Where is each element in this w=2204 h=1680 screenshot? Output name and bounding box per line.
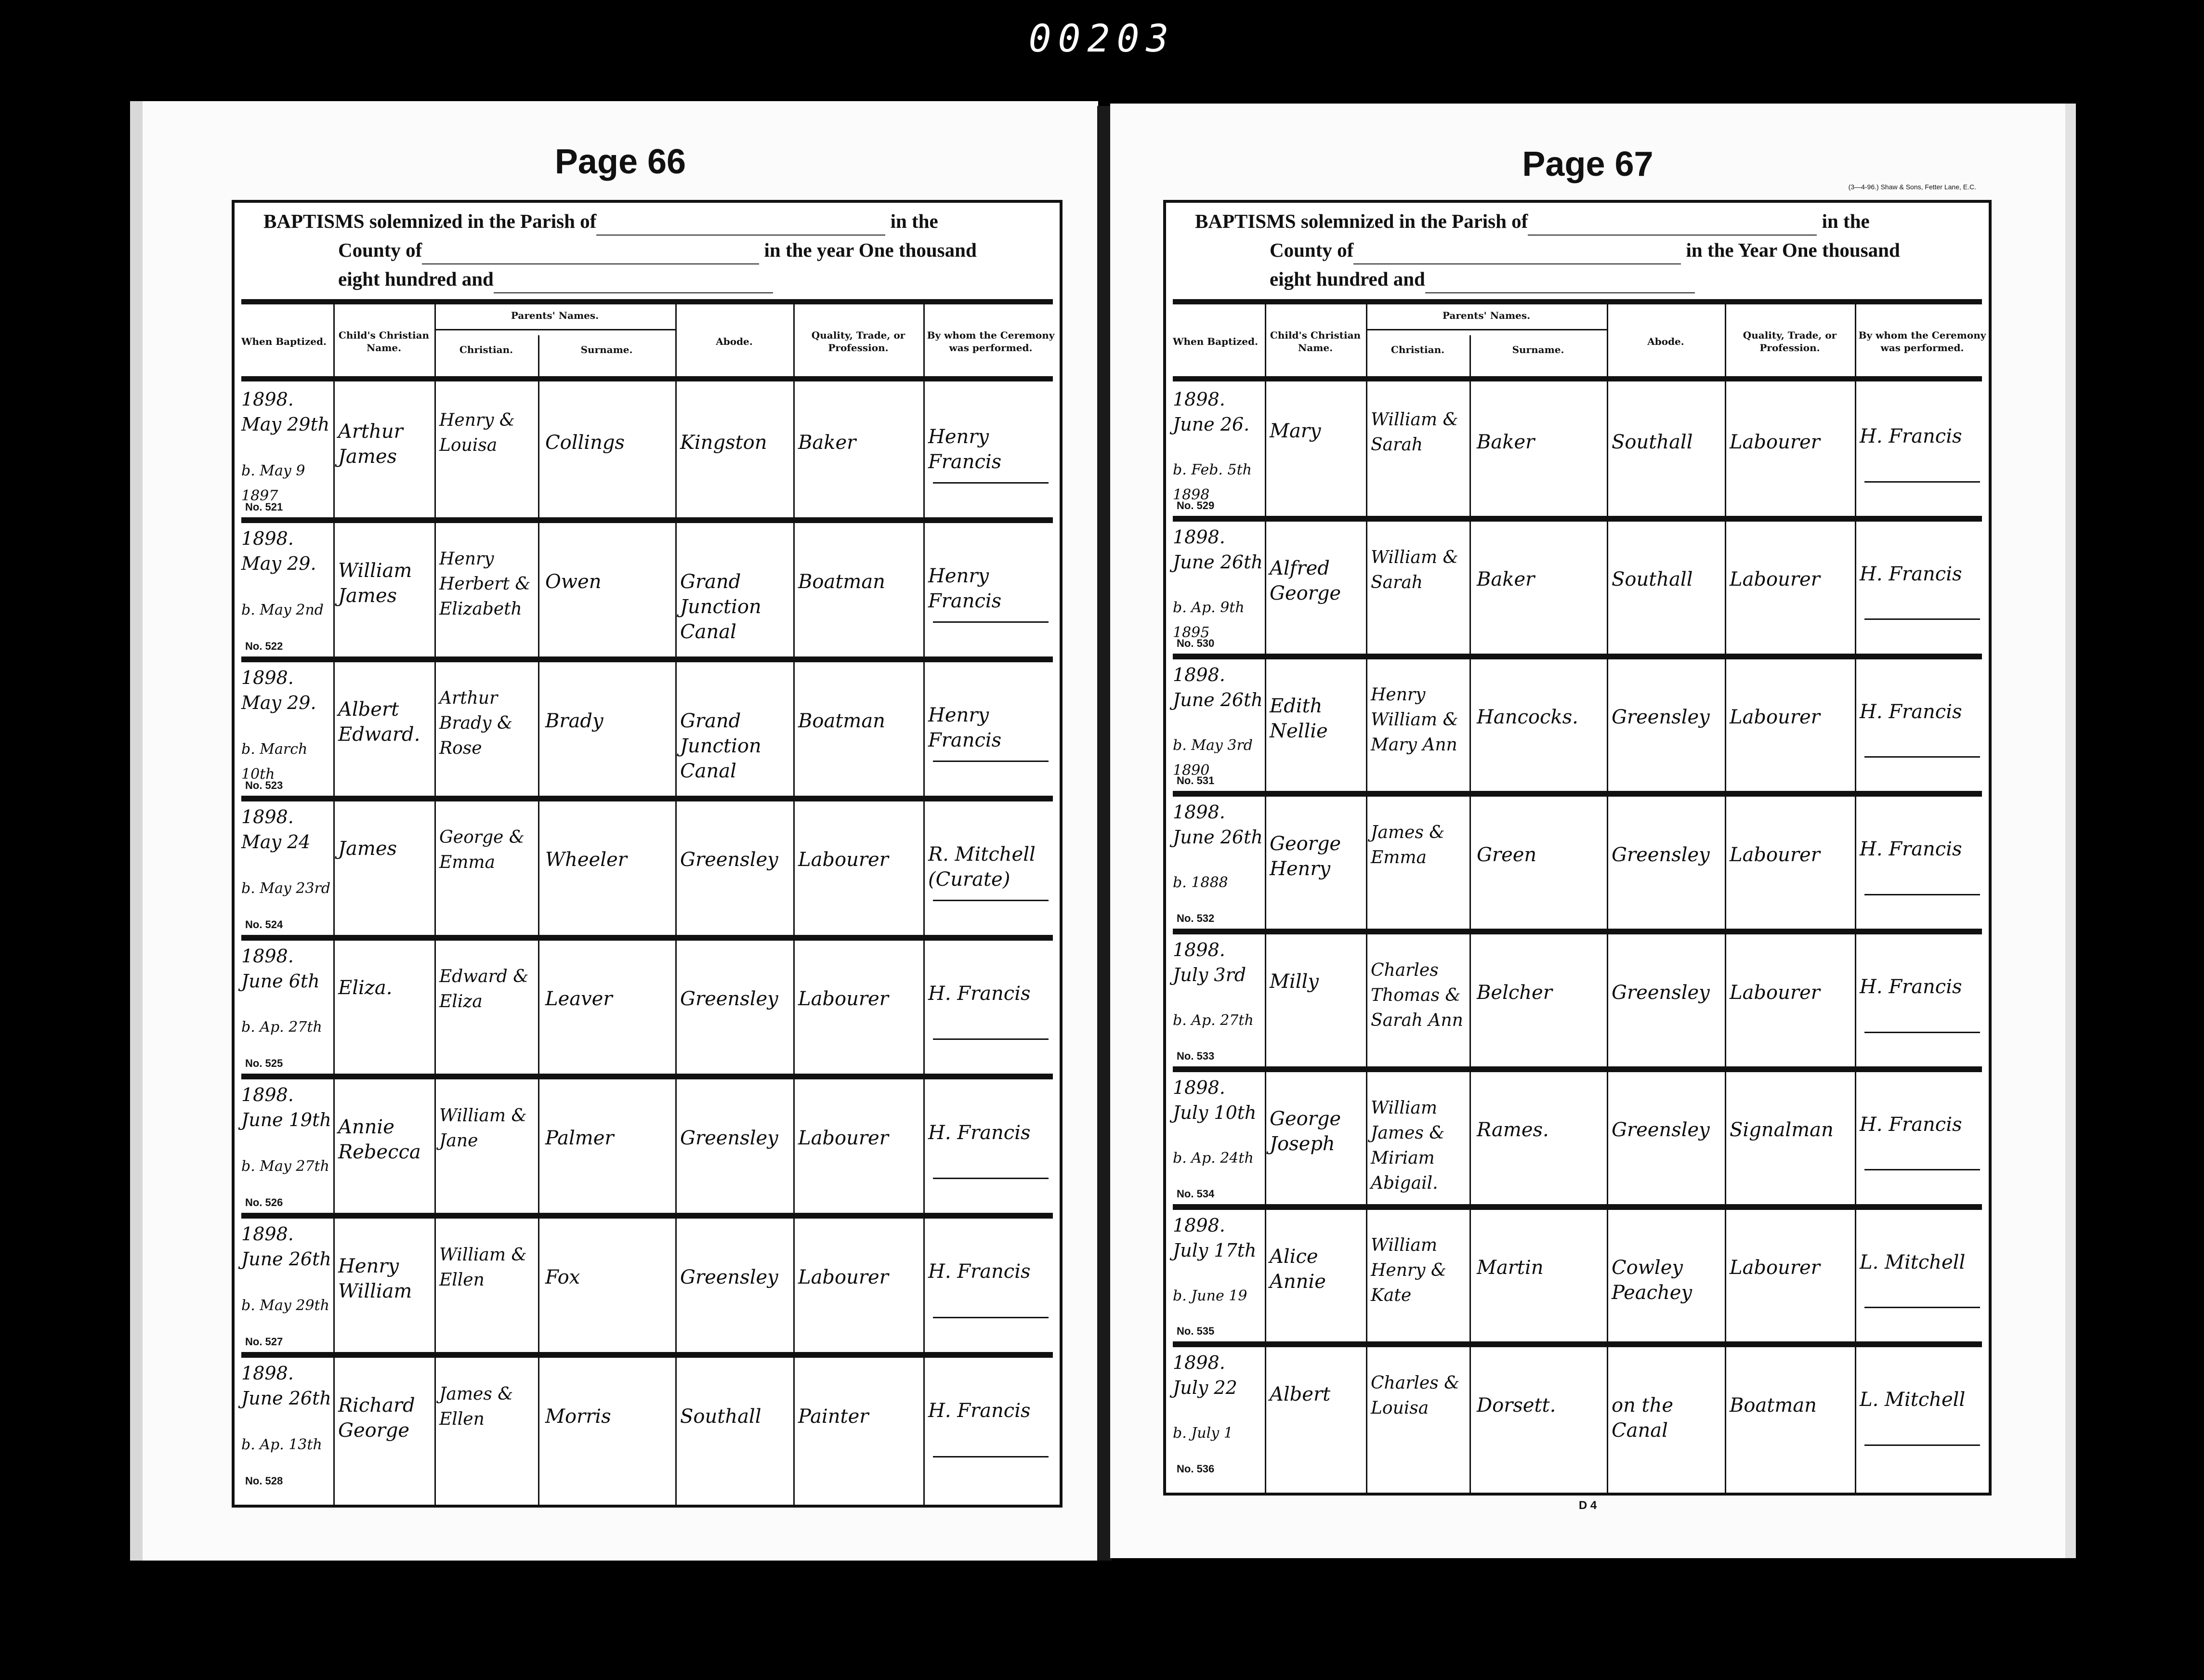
cell-minister: H. Francis xyxy=(1860,563,1962,585)
birth-date: b. 1888 xyxy=(1173,874,1228,892)
cell-child: James xyxy=(338,838,397,860)
cell-parents-christian: Charles Thomas & Sarah Ann xyxy=(1371,960,1463,1030)
column-header-quality: Quality, Trade, or Profession. xyxy=(1743,329,1837,354)
cell-abode: Greensley xyxy=(1612,843,1710,866)
county-label: County of xyxy=(338,239,422,261)
cell-quality: Signalman xyxy=(1730,1119,1834,1142)
column-header-abode: Abode. xyxy=(716,336,753,347)
cell-abode: Greensley xyxy=(1612,1119,1710,1142)
cell-minister: H. Francis xyxy=(928,1260,1031,1283)
birth-date: b. May 23rd xyxy=(241,879,331,897)
form-heading-right xyxy=(1166,203,1989,297)
cell-parents-christian: Charles & Louisa xyxy=(1371,1373,1460,1418)
cell-parents-christian: William & Sarah xyxy=(1371,547,1458,592)
cell-quality: Labourer xyxy=(1730,431,1820,453)
cell-parents-christian: Henry Herbert & Elizabeth xyxy=(439,549,531,619)
row-rule xyxy=(241,1352,1053,1358)
baptism-date: 1898. July 3rd xyxy=(1173,939,1246,985)
entry-number: No. 536 xyxy=(1177,1463,1215,1475)
row-rule xyxy=(241,656,1053,662)
cell-parents-christian: William & Ellen xyxy=(439,1245,527,1290)
cell-surname: Rames. xyxy=(1477,1119,1549,1142)
baptism-date: 1898. June 26th xyxy=(1173,664,1263,710)
century-label: eight hundred and xyxy=(338,268,494,290)
row-rule xyxy=(241,1074,1053,1079)
cell-surname: Palmer xyxy=(545,1127,614,1150)
entry-number: No. 522 xyxy=(245,640,283,652)
row-rule xyxy=(1173,1066,1982,1072)
column-rule xyxy=(434,304,436,1505)
cell-surname: Owen xyxy=(545,570,602,593)
cell-child: George Joseph xyxy=(1270,1108,1341,1155)
row-rule xyxy=(1173,654,1982,659)
birth-date: b. Ap. 24th xyxy=(1173,1149,1254,1167)
register-page-right xyxy=(1110,104,2076,1558)
cell-abode: Grand Junction Canal xyxy=(680,709,761,782)
entry-number: No. 531 xyxy=(1177,774,1215,787)
baptism-register-table-right xyxy=(1163,200,1992,1496)
column-rule xyxy=(675,304,677,1505)
minister-underline xyxy=(933,900,1049,901)
row-rule xyxy=(1173,1341,1982,1347)
baptism-date: 1898. June 26. xyxy=(1173,389,1250,435)
cell-child: Edith Nellie xyxy=(1270,695,1328,743)
column-header-when: When Baptized. xyxy=(1173,336,1258,347)
column-rule xyxy=(538,335,539,1505)
column-rule xyxy=(793,304,795,1505)
birth-date: b. May 27th xyxy=(241,1158,329,1175)
cell-parents-christian: William Henry & Kate xyxy=(1371,1235,1446,1306)
cell-child: Arthur James xyxy=(338,420,403,468)
minister-underline xyxy=(933,621,1049,623)
year-field xyxy=(1425,275,1695,293)
cell-abode: Greensley xyxy=(1612,981,1710,1004)
birth-date: b. Ap. 13th xyxy=(241,1436,322,1453)
cell-minister: H. Francis xyxy=(1860,976,1962,998)
entry-number: No. 521 xyxy=(245,500,283,513)
cell-parents-christian: William & Sarah xyxy=(1371,409,1458,455)
birth-date: b. March 10th xyxy=(241,740,308,783)
cell-parents-christian: Henry & Louisa xyxy=(439,410,515,455)
cell-quality: Boatman xyxy=(798,709,885,732)
cell-abode: Southall xyxy=(1612,431,1693,453)
baptism-date: 1898. June 26th xyxy=(241,1363,331,1409)
parish-field xyxy=(1528,217,1817,236)
county-field xyxy=(1353,246,1681,264)
cell-quality: Labourer xyxy=(1730,1257,1820,1279)
entry-number: No. 530 xyxy=(1177,637,1215,649)
column-header-child: Child's Christian Name. xyxy=(1270,329,1361,354)
page-title-right: Page 67 xyxy=(1522,145,1653,184)
column-header-when: When Baptized. xyxy=(241,336,327,347)
cell-quality: Labourer xyxy=(798,988,889,1011)
entry-number: No. 533 xyxy=(1177,1050,1215,1062)
row-rule xyxy=(241,935,1053,941)
cell-child: Eliza. xyxy=(338,977,393,999)
column-rule xyxy=(1265,304,1266,1493)
baptism-date: 1898. June 26th xyxy=(1173,526,1263,573)
cell-surname: Belcher xyxy=(1477,981,1552,1004)
cell-surname: Morris xyxy=(545,1405,611,1428)
cell-quality: Labourer xyxy=(798,849,889,871)
column-header-christian: Christian. xyxy=(459,344,513,355)
column-rule xyxy=(1366,304,1367,1493)
cell-parents-christian: James & Ellen xyxy=(439,1384,513,1429)
column-header-christian: Christian. xyxy=(1391,344,1445,355)
birth-date: b. Ap. 27th xyxy=(241,1019,322,1036)
cell-surname: Wheeler xyxy=(545,849,627,871)
baptism-register-table-left xyxy=(232,200,1063,1508)
cell-parents-christian: Edward & Eliza xyxy=(439,967,529,1012)
cell-surname: Martin xyxy=(1477,1257,1544,1279)
minister-underline xyxy=(1864,1032,1980,1033)
minister-underline xyxy=(933,1178,1049,1179)
header-rule xyxy=(1173,299,1982,304)
column-header-minister: By whom the Ceremony was performed. xyxy=(927,329,1055,354)
cell-surname: Leaver xyxy=(545,988,613,1011)
cell-abode: Greensley xyxy=(680,849,778,871)
header-rule xyxy=(241,376,1053,381)
cell-parents-christian: Arthur Brady & Rose xyxy=(439,688,512,759)
baptism-date: 1898. May 29th xyxy=(241,389,330,435)
cell-child: William James xyxy=(338,559,412,607)
year-label: in the year One thousand xyxy=(764,239,977,261)
cell-parents-christian: William & Jane xyxy=(439,1105,527,1151)
century-label: eight hundred and xyxy=(1270,268,1425,290)
column-header-parents: Parents' Names. xyxy=(1366,310,1607,330)
page-title-left: Page 66 xyxy=(554,143,686,181)
minister-underline xyxy=(1864,481,1980,483)
cell-surname: Collings xyxy=(545,431,625,454)
cell-abode: Greensley xyxy=(1612,706,1710,729)
birth-date: b. June 19 xyxy=(1173,1287,1247,1304)
row-rule xyxy=(1173,929,1982,934)
baptism-date: 1898. July 17th xyxy=(1173,1214,1257,1261)
minister-underline xyxy=(933,1456,1049,1457)
book-gutter xyxy=(1097,106,1112,1561)
film-frame-number: 00203 xyxy=(1028,17,1176,61)
column-header-child: Child's Christian Name. xyxy=(338,329,430,354)
cell-minister: Henry Francis xyxy=(928,426,1002,473)
row-rule xyxy=(1173,791,1982,797)
entry-number: No. 527 xyxy=(245,1336,283,1348)
year-label: in the Year One thousand xyxy=(1686,239,1900,261)
cell-abode: Greensley xyxy=(680,988,778,1011)
cell-child: Henry William xyxy=(338,1255,412,1302)
cell-child: Mary xyxy=(1270,420,1321,442)
cell-minister: Henry Francis xyxy=(928,565,1002,613)
minister-underline xyxy=(1864,1307,1980,1308)
cell-surname: Green xyxy=(1477,843,1537,866)
cell-abode: Southall xyxy=(680,1405,761,1428)
birth-date: b. Ap. 27th xyxy=(1173,1012,1254,1029)
cell-surname: Dorsett. xyxy=(1477,1394,1556,1417)
minister-underline xyxy=(1864,618,1980,620)
county-field xyxy=(422,246,759,264)
cell-minister: R. Mitchell (Curate) xyxy=(928,843,1036,891)
cell-surname: Baker xyxy=(1477,568,1535,591)
birth-date: b. Ap. 9th 1895 xyxy=(1173,599,1245,641)
entry-number: No. 523 xyxy=(245,779,283,791)
baptism-date: 1898. May 29. xyxy=(241,667,316,713)
column-header-surname: Surname. xyxy=(580,344,633,355)
birth-date: b. May 2nd xyxy=(241,601,324,618)
cell-minister: L. Mitchell xyxy=(1860,1251,1966,1273)
cell-quality: Painter xyxy=(798,1405,869,1428)
cell-parents-christian: George & Emma xyxy=(439,827,525,873)
header-rule xyxy=(1173,376,1982,381)
header-rule xyxy=(241,299,1053,304)
cell-quality: Boatman xyxy=(1730,1394,1817,1417)
baptism-date: 1898. June 6th xyxy=(241,945,320,992)
minister-underline xyxy=(933,1038,1049,1040)
parish-suffix: in the xyxy=(1822,210,1870,232)
cell-quality: Labourer xyxy=(798,1266,889,1289)
cell-child: Alfred George xyxy=(1270,557,1341,605)
county-label: County of xyxy=(1270,239,1354,261)
row-rule xyxy=(241,517,1053,523)
cell-minister: H. Francis xyxy=(1860,1113,1962,1136)
printer-imprint: (3—4-96.) Shaw & Sons, Fetter Lane, E.C. xyxy=(1848,183,1976,191)
baptism-date: 1898. July 10th xyxy=(1173,1076,1257,1123)
cell-surname: Baker xyxy=(1477,431,1535,453)
birth-date: b. July 1 xyxy=(1173,1425,1233,1442)
cell-abode: on the Canal xyxy=(1612,1394,1674,1442)
signature-mark: D 4 xyxy=(1578,1499,1597,1512)
cell-quality: Labourer xyxy=(1730,843,1820,866)
column-rule xyxy=(1855,304,1856,1493)
parish-suffix: in the xyxy=(890,210,938,232)
cell-child: George Henry xyxy=(1270,832,1341,880)
baptism-date: 1898. May 24 xyxy=(241,806,311,853)
row-rule xyxy=(1173,1204,1982,1210)
minister-underline xyxy=(1864,894,1980,895)
row-rule xyxy=(241,796,1053,801)
year-field xyxy=(494,275,773,293)
cell-surname: Fox xyxy=(545,1266,580,1289)
cell-quality: Baker xyxy=(798,431,856,454)
cell-parents-christian: Henry William & Mary Ann xyxy=(1371,685,1458,755)
row-rule xyxy=(241,1213,1053,1219)
register-page-left xyxy=(130,101,1098,1561)
cell-abode: Greensley xyxy=(680,1266,778,1289)
cell-child: Milly xyxy=(1270,970,1319,993)
birth-date: b. May 9 1897 xyxy=(241,462,305,504)
cell-abode: Kingston xyxy=(680,431,767,454)
column-header-parents: Parents' Names. xyxy=(434,310,675,330)
parish-label: BAPTISMS solemnized in the Parish of xyxy=(1195,210,1528,232)
minister-underline xyxy=(933,1317,1049,1318)
column-rule xyxy=(1607,304,1608,1493)
baptism-date: 1898. May 29. xyxy=(241,527,316,574)
row-rule xyxy=(1173,516,1982,522)
cell-minister: H. Francis xyxy=(1860,425,1962,448)
column-header-quality: Quality, Trade, or Profession. xyxy=(811,329,905,354)
cell-abode: Grand Junction Canal xyxy=(680,570,761,643)
baptism-date: 1898. July 22 xyxy=(1173,1352,1237,1399)
minister-underline xyxy=(933,482,1049,484)
cell-surname: Hancocks. xyxy=(1477,706,1578,729)
cell-quality: Labourer xyxy=(1730,981,1820,1004)
cell-quality: Boatman xyxy=(798,570,885,593)
birth-date: b. May 29th xyxy=(241,1297,329,1314)
parish-field xyxy=(596,217,885,236)
column-rule xyxy=(333,304,335,1505)
column-header-minister: By whom the Ceremony was performed. xyxy=(1858,329,1986,354)
column-rule xyxy=(1725,304,1726,1493)
parish-label: BAPTISMS solemnized in the Parish of xyxy=(263,210,597,232)
minister-underline xyxy=(1864,1444,1980,1446)
form-heading-left xyxy=(235,203,1060,297)
minister-underline xyxy=(933,761,1049,762)
column-rule xyxy=(1469,335,1471,1493)
cell-quality: Labourer xyxy=(1730,706,1820,729)
cell-minister: L. Mitchell xyxy=(1860,1389,1966,1411)
entry-number: No. 528 xyxy=(245,1475,283,1487)
entry-number: No. 526 xyxy=(245,1196,283,1209)
entry-number: No. 535 xyxy=(1177,1325,1215,1338)
cell-minister: Henry Francis xyxy=(928,704,1002,751)
minister-underline xyxy=(1864,1169,1980,1170)
cell-minister: H. Francis xyxy=(1860,838,1962,861)
cell-child: Alice Annie xyxy=(1270,1246,1326,1293)
cell-child: Richard George xyxy=(338,1394,415,1442)
entry-number: No. 534 xyxy=(1177,1187,1215,1200)
entry-number: No. 532 xyxy=(1177,912,1215,924)
cell-quality: Labourer xyxy=(798,1127,889,1150)
cell-minister: H. Francis xyxy=(1860,700,1962,723)
cell-abode: Greensley xyxy=(680,1127,778,1150)
cell-child: Annie Rebecca xyxy=(338,1116,421,1164)
baptism-date: 1898. June 26th xyxy=(1173,801,1263,848)
cell-minister: H. Francis xyxy=(928,1400,1031,1422)
cell-surname: Brady xyxy=(545,709,603,732)
cell-child: Albert Edward. xyxy=(338,698,420,746)
baptism-date: 1898. June 26th xyxy=(241,1223,331,1270)
entry-number: No. 524 xyxy=(245,918,283,931)
birth-date: b. Feb. 5th 1898 xyxy=(1173,461,1252,504)
birth-date: b. May 3rd 1890 xyxy=(1173,736,1253,779)
cell-minister: H. Francis xyxy=(928,1121,1031,1144)
baptism-date: 1898. June 19th xyxy=(241,1084,331,1131)
cell-minister: H. Francis xyxy=(928,982,1031,1005)
cell-parents-christian: James & Emma xyxy=(1371,823,1445,868)
column-header-abode: Abode. xyxy=(1647,336,1684,347)
cell-parents-christian: William James & Miriam Abigail. xyxy=(1371,1098,1445,1193)
column-rule xyxy=(923,304,925,1505)
cell-abode: Southall xyxy=(1612,568,1693,591)
cell-quality: Labourer xyxy=(1730,568,1820,591)
column-header-surname: Surname. xyxy=(1512,344,1564,355)
entry-number: No. 525 xyxy=(245,1057,283,1070)
cell-abode: Cowley Peachey xyxy=(1612,1257,1692,1304)
cell-child: Albert xyxy=(1270,1383,1331,1405)
minister-underline xyxy=(1864,756,1980,758)
entry-number: No. 529 xyxy=(1177,499,1215,512)
